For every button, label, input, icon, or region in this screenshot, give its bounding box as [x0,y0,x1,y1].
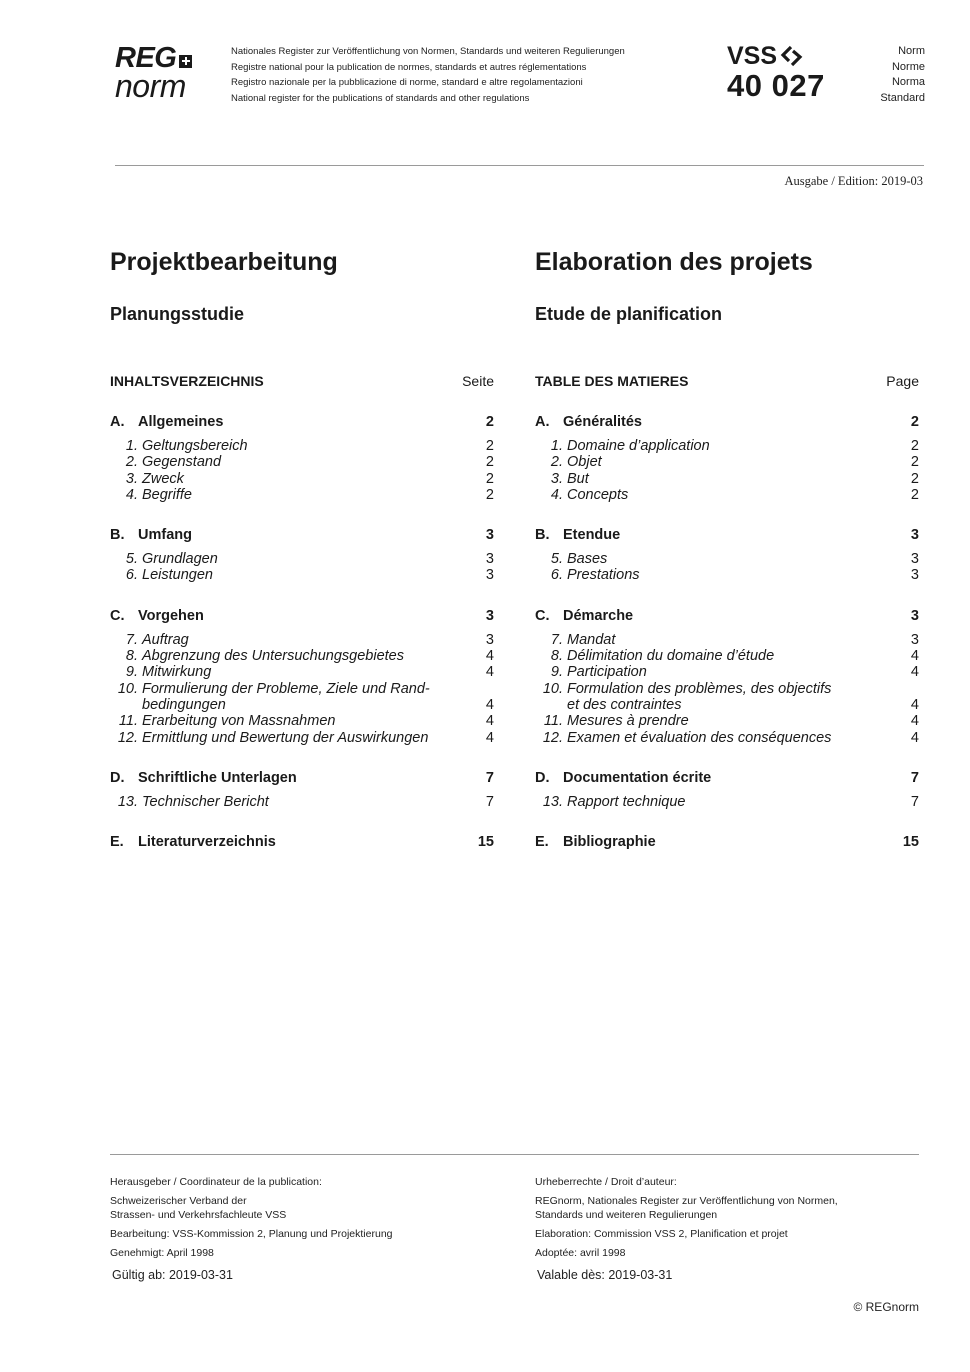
toc-item-page: 4 [910,696,919,713]
toc-item [110,632,494,648]
toc-item [110,664,494,680]
toc-item-page: 7 [910,793,919,810]
toc-item [110,794,494,810]
processing-committee: Bearbeitung: VSS-Kommission 2, Planung und Projektierung [110,1228,393,1240]
toc-item-list [535,551,919,584]
toc-item-text: Gegenstand [142,454,222,471]
toc-section-page: 3 [910,527,919,544]
toc-item-page: 2 [910,454,919,471]
toc-section-letter: E. [110,834,124,851]
toc-item-page: 2 [485,454,494,471]
toc-section-spacer [110,850,494,874]
toc-item-text-group [563,730,899,746]
toc-item-page: 4 [485,729,494,746]
toc-item-number: 6. [125,567,138,584]
toc-item-number: 3. [550,470,563,487]
toc-item-text: Begriffe [142,486,192,503]
toc-section-title: Généralités [563,414,642,430]
footer-divider [110,1154,919,1155]
toc-section [535,834,919,874]
toc-item-text-group [138,551,474,567]
toc-item [535,487,919,503]
logo-norm-text: norm [115,68,186,104]
toc-item-page: 4 [485,696,494,713]
toc-item-number: 7. [550,631,563,648]
toc-section-letter: A. [535,414,550,430]
toc-section-spacer [535,746,919,770]
toc-item-number: 12. [117,729,138,746]
toc-item-text-group [563,438,899,454]
toc-section-page: 3 [910,607,919,624]
toc-item-text-group [138,664,474,680]
toc-section-title-group [535,770,711,786]
toc-item-text-group [563,794,899,810]
toc-section-heading [535,770,919,786]
toc-section-title-group [535,414,642,430]
toc-section-title-group [110,414,223,430]
toc-item-text: Grundlagen [142,551,218,568]
toc-item [535,664,919,680]
toc-section-spacer [110,746,494,770]
copyright-notice: © REGnorm [853,1300,919,1314]
toc-item-text-group [138,471,474,487]
toc-section-heading [110,414,494,430]
page-column-label-fr: Page [886,373,919,389]
toc-item-text-group [138,454,474,470]
copyright-holder-line1: REGnorm, Nationales Register zur Veröffentlichung von Normen, [535,1195,838,1207]
toc-item-list [110,438,494,503]
toc-header-fr [535,373,919,389]
toc-section-title-group [535,834,656,850]
toc-item-list [110,551,494,584]
table-of-contents-fr [535,414,919,874]
toc-section-page: 2 [910,414,919,430]
toc-section-page: 3 [485,527,494,544]
toc-item-number: 2. [550,454,563,471]
toc-header-de [110,373,494,389]
toc-item-page: 2 [485,486,494,503]
toc-item [535,730,919,746]
copyright-label: Urheberrechte / Droit d’auteur: [535,1176,677,1188]
copyright-holder-line2: Standards und weiteren Regulierungen [535,1209,718,1221]
toc-section [535,608,919,770]
toc-item-text: Ermittlung und Bewertung der Auswirkungen [142,729,429,746]
toc-section-letter: E. [535,834,549,851]
valid-from-fr: Valable dès: 2019-03-31 [537,1268,673,1282]
toc-item-page: 2 [485,438,494,454]
toc-item-number: 4. [125,486,138,503]
toc-item-text-group [138,632,474,648]
toc-item-page: 3 [485,551,494,568]
toc-section-title-group [535,527,620,543]
toc-item-page: 3 [485,631,494,648]
toc-section [110,770,494,834]
toc-section [110,527,494,608]
toc-item [535,471,919,487]
toc-section-title-group [110,770,297,786]
toc-section-title: Vorgehen [138,607,204,624]
toc-item-list [110,632,494,746]
toc-item-text: Formulierung der Probleme, Ziele und Rand- [142,680,430,697]
toc-item-text-group [138,567,474,583]
toc-item-number: 13. [117,793,138,810]
register-line-it: Registro nazionale per la pubblicazione di norme, standard e altre regolamentazioni [231,77,583,88]
footer-publisher [110,1175,500,1287]
toc-section [110,608,494,770]
toc-item-text: Mandat [567,631,616,648]
toc-item-text-group [563,681,899,714]
toc-item [110,648,494,664]
toc-section-heading [535,527,919,543]
footer-copyright [535,1175,925,1287]
toc-section-heading [535,414,919,430]
toc-section-page: 7 [485,769,494,786]
toc-item-number: 1. [125,438,138,454]
toc-item-page: 3 [485,567,494,584]
toc-item [110,438,494,454]
toc-item-text-group [138,681,474,714]
toc-section [535,414,919,527]
toc-item [535,648,919,664]
toc-item [110,454,494,470]
toc-item-list [535,632,919,746]
toc-item [535,438,919,454]
table-of-contents-de [110,414,494,874]
toc-section-title: Schriftliche Unterlagen [138,769,297,786]
toc-item-number: 10. [542,680,563,697]
toc-section-page: 15 [902,834,919,851]
toc-section-spacer [535,810,919,834]
toc-section [535,527,919,608]
toc-item-text: Erarbeitung von Massnahmen [142,713,336,730]
toc-section-page: 3 [485,607,494,624]
toc-item-list [535,794,919,810]
toc-item-text-group [138,438,474,454]
toc-item-text-group [563,551,899,567]
toc-item-text: Geltungsbereich [142,438,248,454]
toc-item-number: 8. [550,648,563,665]
toc-item-page: 4 [485,664,494,681]
elaboration-committee: Elaboration: Commission VSS 2, Planification et projet [535,1228,788,1240]
toc-item-page: 4 [910,648,919,665]
logo-reg-text: REG [115,42,177,74]
publisher-name-line2: Strassen- und Verkehrsfachleute VSS [110,1209,287,1221]
vss-arrows-icon [780,45,804,67]
register-line-en: National register for the publications of standards and other regulations [231,92,530,104]
toc-section-heading [535,608,919,624]
toc-section-page: 2 [485,414,494,430]
toc-item-number: 11. [118,713,138,730]
toc-section-title: Allgemeines [138,414,224,430]
toc-item-page: 2 [910,470,919,487]
toc-item-text: Domaine d’application [567,438,710,454]
toc-item-text: Bases [567,551,608,568]
toc-section-page: 15 [477,834,494,851]
publisher-label: Herausgeber / Coordinateur de la publication: [110,1176,322,1188]
toc-section-page: 7 [910,769,919,786]
toc-item-page: 7 [485,793,494,810]
toc-item [535,551,919,567]
french-column [535,246,919,851]
toc-section-title-group [110,608,204,624]
type-label-it: Norma [891,76,925,88]
toc-item [535,681,919,714]
register-line-fr: Registre national pour la publication de normes, standards et autres réglementations [231,61,587,73]
toc-section-title-group [535,608,633,624]
toc-section-letter: B. [535,527,550,544]
toc-item-text-group [563,454,899,470]
toc-item [110,471,494,487]
vss-logo-text: VSS [727,42,778,70]
toc-item-page: 3 [910,631,919,648]
toc-item [535,454,919,470]
toc-item [535,794,919,810]
toc-item-text: But [567,470,589,487]
toc-item-text-group [138,794,474,810]
toc-section-title: Etendue [563,527,621,544]
toc-item-number: 13. [542,793,563,810]
toc-section-heading [110,608,494,624]
toc-item-page: 4 [910,713,919,730]
toc-section-title-group [110,834,276,850]
toc-item-text: Technischer Bericht [142,793,269,810]
toc-item-text-group [563,632,899,648]
toc-item-text-continued: et des contraintes [567,696,682,713]
toc-section-letter: D. [110,769,125,786]
type-label-en: Standard [880,91,925,104]
toc-item-text: Leistungen [142,567,213,584]
toc-item [535,713,919,729]
toc-section-letter: C. [110,607,125,624]
toc-item [110,681,494,714]
document-type-labels [880,44,925,106]
toc-item [110,487,494,503]
toc-item-number: 6. [550,567,563,584]
german-column [110,246,494,851]
toc-section-heading [110,770,494,786]
toc-section-title: Documentation écrite [563,769,712,786]
document-subtitle-fr: Etude de planification [535,304,723,324]
toc-section-title: Literaturverzeichnis [138,834,276,851]
toc-heading-fr: TABLE DES MATIERES [535,373,689,389]
valid-from-de: Gültig ab: 2019-03-31 [112,1268,233,1282]
toc-item-text: Prestations [567,567,640,584]
toc-item-text: Abgrenzung des Untersuchungsgebietes [142,648,404,665]
toc-section [110,414,494,527]
register-description [231,44,625,106]
toc-item-text: Mesures à prendre [567,713,689,730]
toc-item-number: 4. [550,486,563,503]
toc-item-text-continued: bedingungen [142,696,226,713]
toc-item-text: Mitwirkung [142,664,212,681]
toc-item-text: Zweck [142,470,184,487]
toc-section-letter: A. [110,414,125,430]
approval-date: Genehmigt: April 1998 [110,1247,214,1259]
toc-section-spacer [110,584,494,608]
toc-item-page: 3 [910,551,919,568]
toc-item-text-group [563,487,899,503]
publisher-name-line1: Schweizerischer Verband der [110,1195,247,1207]
toc-item-number: 7. [125,631,138,648]
toc-item-text-group [563,648,899,664]
toc-item-page: 2 [910,438,919,454]
toc-item [535,567,919,583]
document-subtitle-de: Planungsstudie [110,304,245,324]
toc-section-spacer [535,584,919,608]
toc-item-page: 4 [485,648,494,665]
toc-item-number: 11. [543,713,563,730]
toc-item [110,567,494,583]
toc-item-number: 9. [550,664,563,681]
register-line-de: Nationales Register zur Veröffentlichung von Normen, Standards und weiteren Regulierungen [231,46,625,57]
toc-item [535,632,919,648]
toc-item-number: 5. [125,551,138,568]
edition-date: Ausgabe / Edition: 2019-03 [784,174,923,188]
toc-section-title: Umfang [138,527,192,544]
toc-item-number: 5. [550,551,563,568]
type-label-de: Norm [898,45,925,57]
toc-section-title-group [110,527,192,543]
toc-item-page: 4 [910,664,919,681]
type-label-fr: Norme [891,60,925,73]
toc-item-page: 2 [910,486,919,503]
toc-item [110,713,494,729]
toc-item-text: Rapport technique [567,793,686,810]
toc-item-text-group [563,471,899,487]
toc-item-text-group [138,730,474,746]
document-title-fr: Elaboration des projets [535,248,813,276]
toc-item-list [535,438,919,503]
toc-section-letter: B. [110,527,125,544]
toc-item-page: 4 [910,729,919,746]
toc-item-text: Participation [567,664,647,681]
toc-item-text-group [563,713,899,729]
swiss-cross-icon [179,55,192,68]
toc-item-text: Objet [567,454,602,471]
toc-item-text-group [138,487,474,503]
toc-section-spacer [110,503,494,527]
page-column-label-de: Seite [462,373,494,389]
toc-item-page: 4 [485,713,494,730]
standard-number: 40 027 [727,68,825,103]
toc-item-number: 1. [550,438,563,454]
toc-item-text: Concepts [567,486,629,503]
toc-item-text: Examen et évaluation des conséquences [567,729,832,746]
adoption-date: Adoptée: avril 1998 [535,1247,626,1259]
toc-item-number: 3. [125,470,138,487]
header-divider [115,165,924,166]
toc-heading-de: INHALTSVERZEICHNIS [110,373,264,389]
toc-item-number: 2. [125,454,138,471]
toc-item-text-group [563,664,899,680]
toc-item-number: 8. [125,648,138,665]
toc-section-heading [110,834,494,850]
toc-section-heading [535,834,919,850]
toc-item-number: 9. [125,664,138,681]
toc-item-number: 10. [117,680,138,697]
toc-item [110,551,494,567]
toc-section-spacer [110,810,494,834]
toc-item-text-group [138,713,474,729]
regnorm-logo [115,42,215,104]
toc-item-text-group [138,648,474,664]
toc-section [535,770,919,834]
toc-section-spacer [535,503,919,527]
toc-item-text: Formulation des problèmes, des objectifs [567,680,832,697]
toc-item [110,730,494,746]
toc-section-title: Bibliographie [563,834,656,851]
document-title-de: Projektbearbeitung [110,248,338,276]
toc-section-spacer [535,850,919,874]
toc-item-text: Délimitation du domaine d’étude [567,648,775,665]
toc-item-page: 3 [910,567,919,584]
toc-item-list [110,794,494,810]
toc-item-text: Auftrag [142,631,189,648]
vss-standard-id [727,42,825,102]
toc-item-number: 12. [542,729,563,746]
toc-section-heading [110,527,494,543]
toc-section-letter: D. [535,769,550,786]
toc-section-title: Démarche [563,607,634,624]
toc-section-letter: C. [535,607,550,624]
toc-item-text-group [563,567,899,583]
toc-item-page: 2 [485,470,494,487]
toc-section [110,834,494,874]
